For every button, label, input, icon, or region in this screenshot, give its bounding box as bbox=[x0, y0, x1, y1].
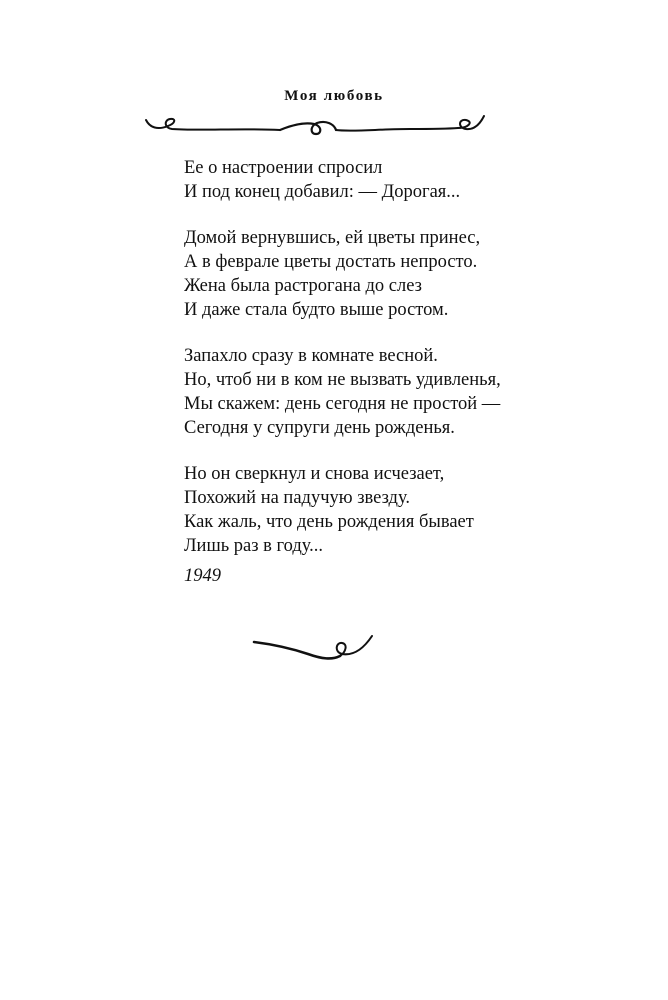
poem-line: Но, чтоб ни в ком не вызвать удивленья, bbox=[184, 370, 501, 390]
stanza bbox=[184, 344, 624, 440]
poem-line: Лишь раз в году... bbox=[184, 536, 324, 556]
poem-line: Похожий на падучую звезду. bbox=[184, 488, 410, 508]
poem-body bbox=[184, 156, 624, 580]
stanza bbox=[184, 462, 624, 558]
poem-line: Жена была растрогана до слез bbox=[184, 276, 422, 296]
poem-line: Домой вернувшись, ей цветы принес, bbox=[184, 228, 481, 248]
stanza bbox=[184, 156, 624, 204]
stanza bbox=[184, 226, 624, 322]
poem-line: Запахло сразу в комнате весной. bbox=[184, 346, 438, 366]
poem-line: А в феврале цветы достать непросто. bbox=[184, 252, 478, 272]
poem-year: 1949 bbox=[184, 566, 221, 586]
poem-line: Как жаль, что день рождения бывает bbox=[184, 512, 474, 532]
poem-line: Ее о настроении спросил bbox=[184, 158, 383, 178]
poem-line: Сегодня у супруги день рожденья. bbox=[184, 418, 455, 438]
poem-line: И под конец добавил: — Дорогая... bbox=[184, 182, 461, 202]
poem-line: Мы скажем: день сегодня не простой — bbox=[184, 394, 501, 414]
poem-line: Но он сверкнул и снова исчезает, bbox=[184, 464, 445, 484]
flourish-divider-icon bbox=[140, 112, 490, 144]
poem-line: И даже стала будто выше ростом. bbox=[184, 300, 449, 320]
running-head-title: Моя любовь bbox=[284, 88, 384, 104]
flourish-tailpiece-icon bbox=[250, 628, 380, 672]
